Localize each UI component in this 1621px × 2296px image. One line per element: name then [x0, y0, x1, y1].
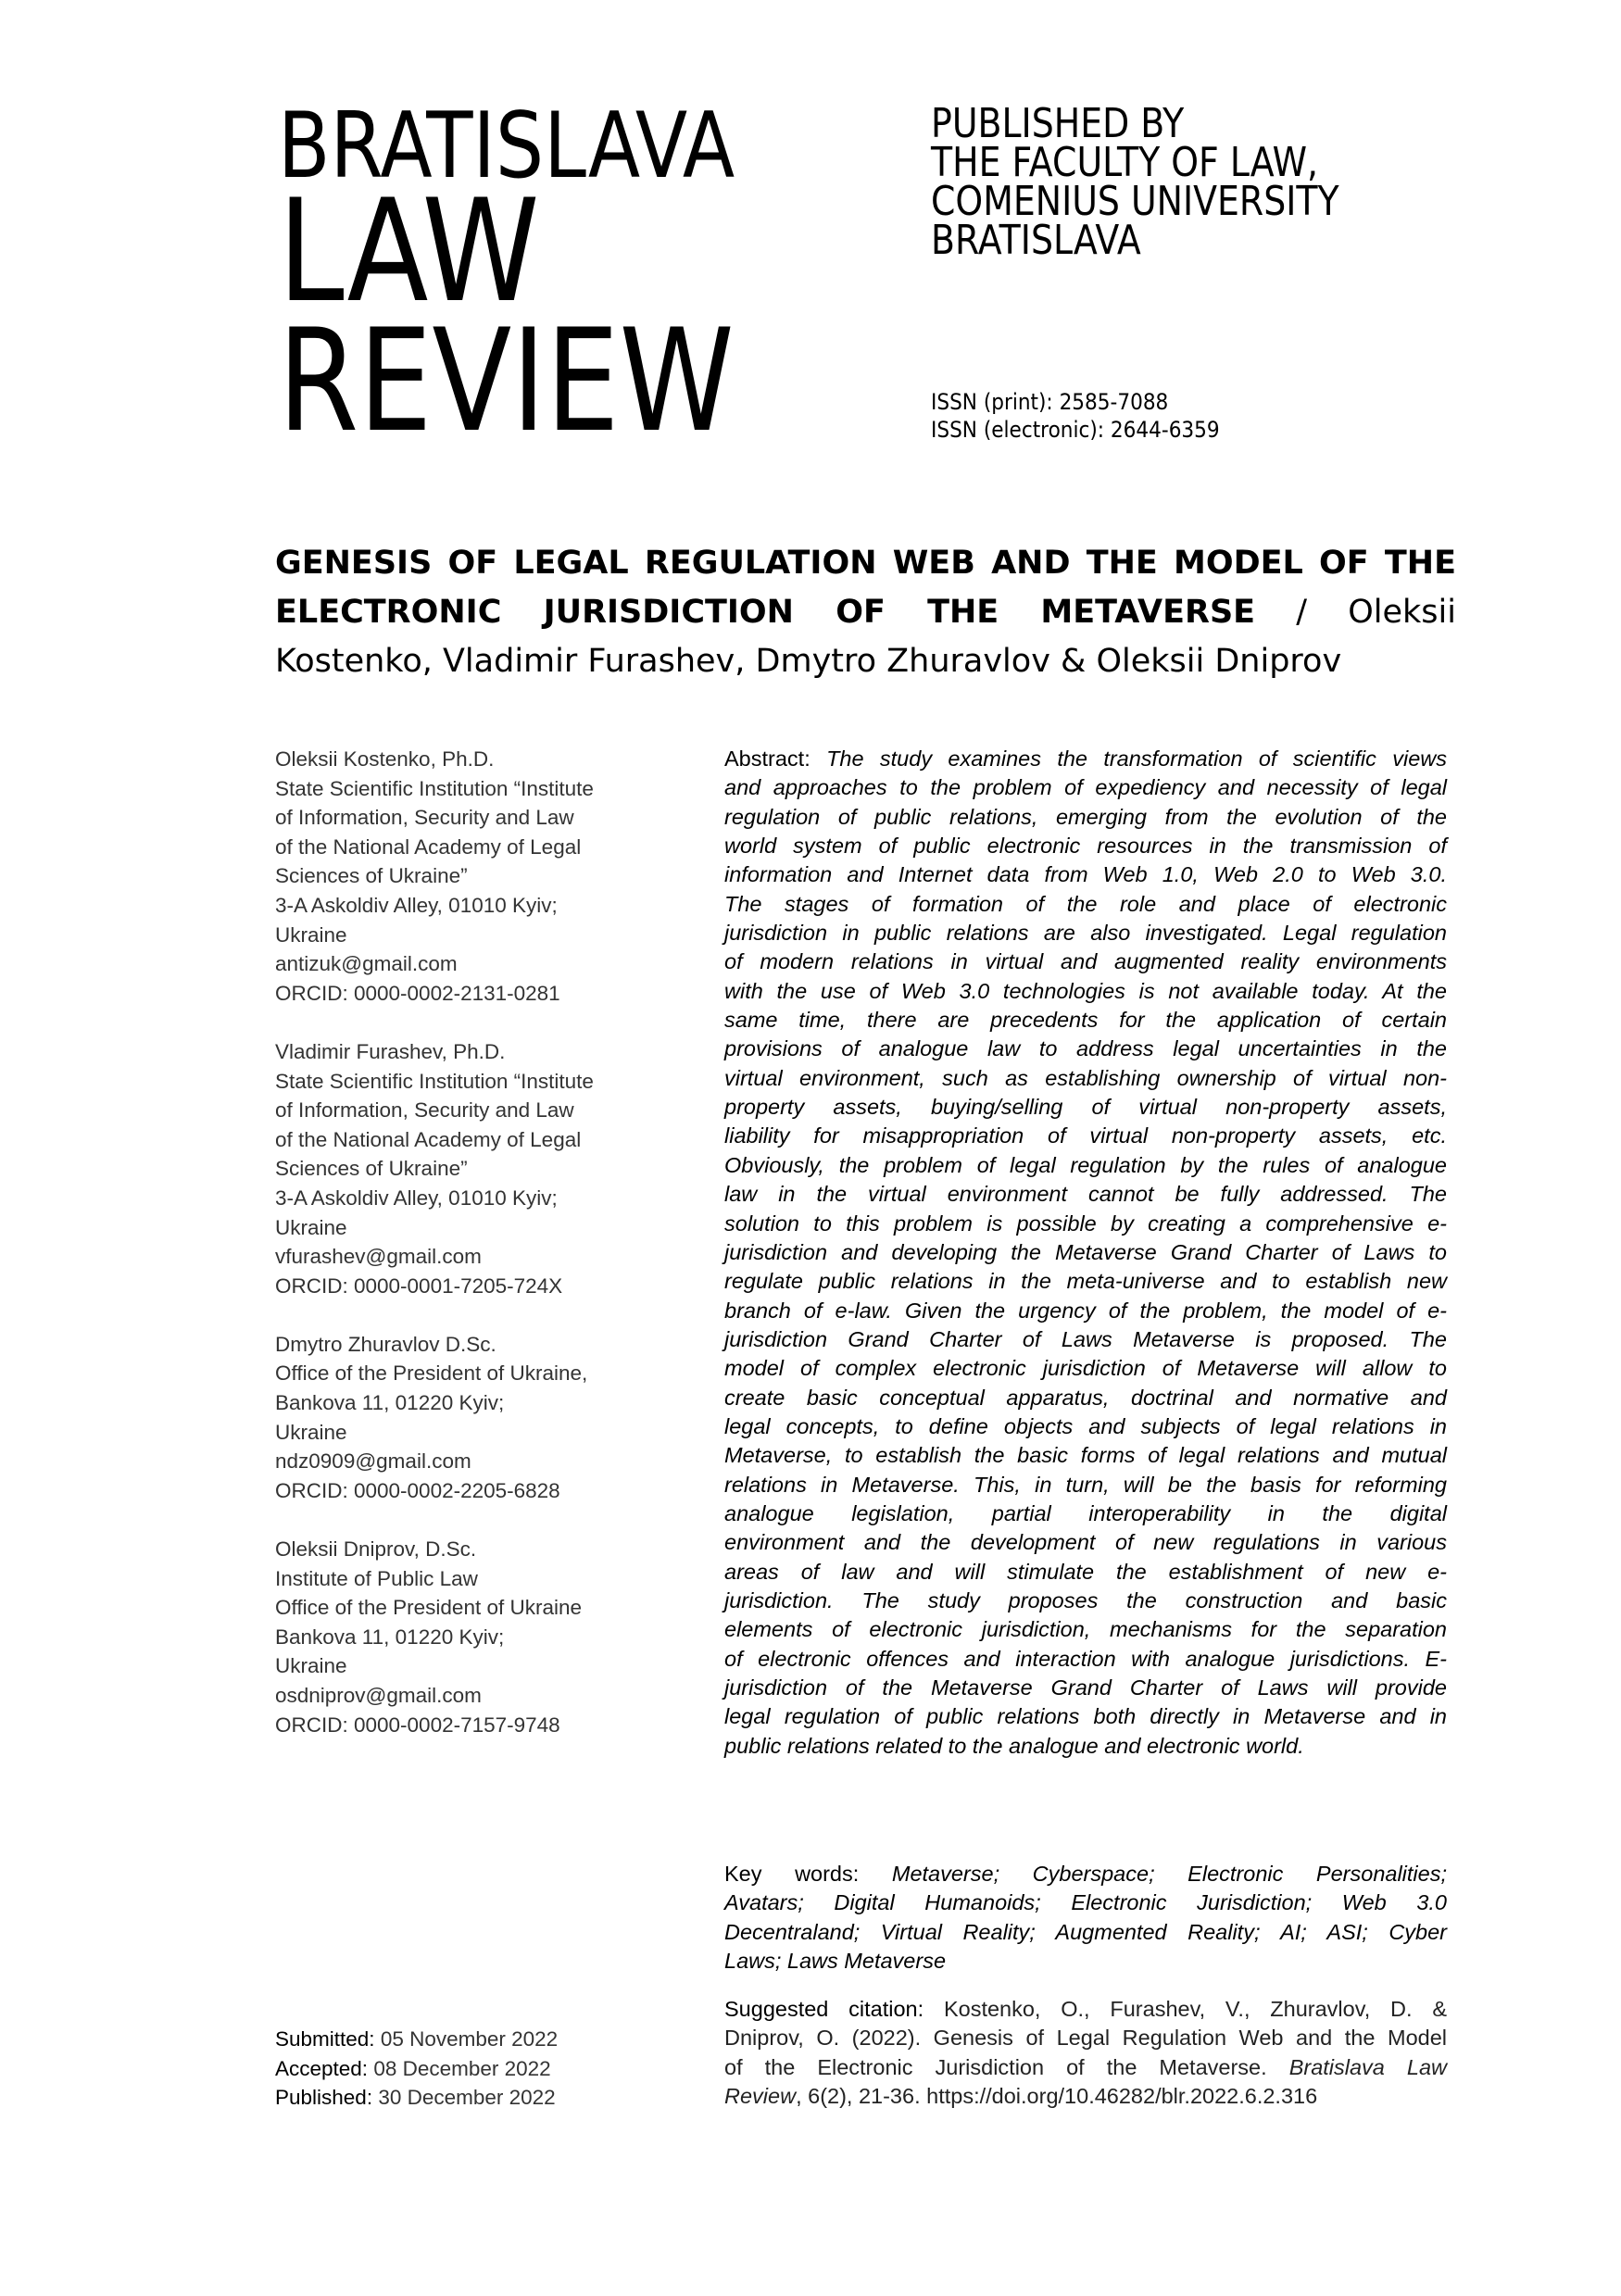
author-email: ndz0909@gmail.com [275, 1449, 471, 1474]
date-published [275, 2083, 558, 2113]
author-affiliation-line: of the National Academy of Legal [275, 834, 582, 859]
article-title-part: ELECTRONIC JURISDICTION OF THE METAVERSE [275, 594, 1256, 631]
abstract-text: branch of e-law. Given the urgency of the problem, the model of e- [724, 1298, 1447, 1323]
publisher-line: PUBLISHED BY [931, 100, 1185, 147]
abstract-text: property assets, buying/selling of virtual non-property assets, [724, 1095, 1447, 1120]
author-block [275, 745, 683, 1008]
abstract-line [724, 1354, 1447, 1383]
byline-part: / Oleksii [1255, 594, 1456, 631]
keywords-line [724, 1888, 1447, 1917]
abstract-text: world system of public electronic resources in the transmission of [724, 834, 1447, 859]
author-affiliation-line: of the National Academy of Legal [275, 1127, 582, 1151]
abstract-text: jurisdiction of the Metaverse Grand Charter of Laws will provide [724, 1675, 1447, 1700]
abstract-line [724, 745, 1447, 773]
author-affiliation-line: Bankova 11, 01220 Kyiv; [275, 1625, 505, 1649]
abstract-text: The study examines the transformation of scientific views [810, 747, 1447, 771]
author-block [275, 1535, 683, 1739]
abstract-line [724, 1558, 1447, 1587]
abstract-line [724, 1645, 1447, 1674]
publisher-line: THE FACULTY OF LAW, [931, 139, 1319, 186]
keywords-text: Metaverse; Cyberspace; Electronic Personalities; [859, 1862, 1447, 1886]
author-orcid: ORCID: 0000-0002-7157-9748 [275, 1713, 560, 1737]
abstract-line [724, 1587, 1447, 1615]
author-block [275, 1037, 683, 1300]
date-label: Accepted: [275, 2056, 369, 2080]
journal-name-line-1: BRATISLAVA [278, 94, 735, 199]
keywords-text: Laws; Laws Metaverse [724, 1949, 947, 1974]
abstract-line [724, 947, 1447, 976]
abstract-line [724, 919, 1447, 947]
abstract-line [724, 1035, 1447, 1063]
abstract-text: relations in Metaverse. This, in turn, will be the basis for reforming [724, 1472, 1447, 1497]
date-value: 05 November 2022 [374, 2027, 559, 2051]
abstract-line [724, 1412, 1447, 1441]
date-label: Published: [275, 2086, 373, 2110]
abstract-line [724, 1267, 1447, 1296]
author-name: Dmytro Zhuravlov D.Sc. [275, 1332, 496, 1356]
issn-print: ISSN (print): 2585-7088 [931, 389, 1169, 415]
byline-part: Kostenko, Vladimir Furashev, Dmytro Zhuravlov & Oleksii Dniprov [275, 643, 1342, 680]
abstract-line [724, 832, 1447, 860]
abstract-line [724, 1006, 1447, 1035]
author-email: antizuk@gmail.com [275, 952, 458, 976]
author-name: Vladimir Furashev, Ph.D. [275, 1039, 506, 1063]
abstract-line [724, 1702, 1447, 1731]
abstract-line [724, 1528, 1447, 1557]
suggested-citation [724, 1995, 1447, 2111]
keywords-text: Decentraland; Virtual Reality; Augmented Reality; AI; ASI; Cyber [724, 1919, 1447, 1944]
abstract-text: jurisdiction. The study proposes the construction and basic [724, 1587, 1447, 1612]
abstract-text: jurisdiction in public relations are also investigated. Legal regulation [724, 921, 1447, 946]
issn-electronic: ISSN (electronic): 2644-6359 [931, 417, 1220, 443]
abstract-line [724, 1210, 1447, 1238]
abstract-line [724, 1499, 1447, 1528]
journal-name-line-3: REVIEW [278, 299, 735, 464]
citation-line [724, 2082, 1447, 2111]
author-affiliation-line: State Scientific Institution “Institute [275, 776, 594, 800]
abstract-line [724, 977, 1447, 1006]
author-orcid: ORCID: 0000-0001-7205-724X [275, 1273, 563, 1298]
author-affiliation-line: Office of the President of Ukraine [275, 1596, 583, 1620]
author-affiliation-line: of Information, Security and Law [275, 806, 574, 830]
abstract-text: The stages of formation of the role and place of electronic [724, 891, 1447, 916]
abstract-text: jurisdiction and developing the Metaverse Grand Charter of Laws to [724, 1239, 1447, 1264]
author-name: Oleksii Kostenko, Ph.D. [275, 747, 495, 771]
keywords-line [724, 1918, 1447, 1947]
date-accepted [275, 2054, 558, 2084]
abstract-text: public relations related to the analogue and electronic world. [724, 1733, 1304, 1758]
abstract-line [724, 1441, 1447, 1470]
date-value: 08 December 2022 [368, 2056, 551, 2080]
abstract-text: create basic conceptual apparatus, doctrinal and normative and [724, 1385, 1447, 1410]
author-affiliation-line: Sciences of Ukraine” [275, 1157, 468, 1181]
abstract-text: legal regulation of public relations both directly in Metaverse and in [724, 1704, 1447, 1729]
author-affiliation-line: 3-A Askoldiv Alley, 01010 Kyiv; [275, 893, 558, 917]
abstract-text: same time, there are precedents for the application of certain [724, 1008, 1447, 1033]
abstract-line [724, 1238, 1447, 1267]
abstract-text: regulate public relations in the meta-universe and to establish new [724, 1269, 1447, 1294]
abstract-line [724, 1122, 1447, 1150]
author-affiliations [275, 745, 683, 1769]
abstract-text: legal concepts, to define objects and subjects of legal relations in [724, 1413, 1447, 1438]
keywords-line [724, 1860, 1447, 1888]
abstract-text: law in the virtual environment cannot be fully addressed. The [724, 1182, 1447, 1207]
abstract-line [724, 1615, 1447, 1644]
citation-text: of the Electronic Jurisdiction of the Metaverse. [724, 2054, 1289, 2079]
author-affiliation-line: Institute of Public Law [275, 1566, 478, 1590]
abstract-text: solution to this problem is possible by creating a comprehensive e- [724, 1211, 1447, 1236]
abstract-text: model of complex electronic jurisdiction of Metaverse will allow to [724, 1356, 1447, 1381]
abstract-line [724, 803, 1447, 832]
abstract-label: Abstract: [724, 747, 810, 771]
abstract-text: of electronic offences and interaction with analogue jurisdictions. E- [724, 1646, 1447, 1671]
abstract-line [724, 773, 1447, 802]
citation-doi: , 6(2), 21-36. https://doi.org/10.46282/blr.2022.6.2.316 [796, 2084, 1318, 2109]
author-affiliation-line: Bankova 11, 01220 Kyiv; [275, 1391, 505, 1415]
abstract-text: liability for misappropriation of virtual non-property assets, etc. [724, 1123, 1447, 1148]
title-line-3 [275, 637, 1456, 686]
date-submitted [275, 2025, 558, 2054]
journal-name-line-2: LAW [278, 169, 540, 334]
abstract-text: jurisdiction Grand Charter of Laws Metaverse is proposed. The [724, 1326, 1447, 1351]
abstract-line [724, 860, 1447, 889]
title-line-2 [275, 588, 1456, 637]
article-heading [275, 539, 1456, 686]
abstract-text: and approaches to the problem of expediency and necessity of legal [724, 775, 1447, 800]
abstract-text: Metaverse, to establish the basic forms of legal relations and mutual [724, 1443, 1447, 1468]
abstract-line [724, 1151, 1447, 1180]
abstract-line [724, 1732, 1447, 1761]
citation-journal: Review [724, 2084, 797, 2109]
author-affiliation-line: 3-A Askoldiv Alley, 01010 Kyiv; [275, 1186, 558, 1210]
publisher-info [931, 100, 1339, 264]
author-affiliation-line: Sciences of Ukraine” [275, 864, 468, 888]
author-orcid: ORCID: 0000-0002-2205-6828 [275, 1478, 560, 1502]
publisher-line: COMENIUS UNIVERSITY [931, 178, 1339, 225]
abstract-line [724, 1325, 1447, 1354]
abstract-text: areas of law and will stimulate the establishment of new e- [724, 1559, 1447, 1584]
abstract-text: regulation of public relations, emerging from the evolution of the [724, 804, 1447, 829]
author-email: vfurashev@gmail.com [275, 1245, 482, 1269]
author-affiliation-line: Ukraine [275, 1420, 347, 1444]
keywords [724, 1860, 1447, 1976]
abstract-line [724, 1093, 1447, 1122]
author-affiliation-line: Ukraine [275, 1215, 347, 1239]
author-email: osdniprov@gmail.com [275, 1684, 482, 1707]
abstract-text: environment and the development of new regulations in various [724, 1530, 1447, 1555]
citation-label: Suggested citation: [724, 1997, 924, 2021]
keywords-line [724, 1947, 1447, 1976]
abstract-line [724, 1471, 1447, 1499]
abstract-text: of modern relations in virtual and augmented reality environments [724, 949, 1447, 974]
abstract-line [724, 1674, 1447, 1702]
citation-text: Dniprov, O. (2022). Genesis of Legal Regulation Web and the Model [724, 2026, 1447, 2051]
publisher-line: BRATISLAVA [931, 217, 1141, 264]
author-orcid: ORCID: 0000-0002-2131-0281 [275, 981, 560, 1005]
abstract-text: provisions of analogue law to address legal uncertainties in the [724, 1036, 1447, 1061]
abstract-text: information and Internet data from Web 1.0, Web 2.0 to Web 3.0. [724, 862, 1447, 887]
issn-info [931, 388, 1220, 444]
citation-journal: Bratislava Law [1288, 2054, 1448, 2079]
abstract-text: Obviously, the problem of legal regulation by the rules of analogue [724, 1152, 1447, 1177]
title-line-1 [275, 539, 1456, 588]
author-affiliation-line: Ukraine [275, 922, 347, 947]
author-affiliation-line: Office of the President of Ukraine, [275, 1361, 588, 1386]
citation-line [724, 2024, 1447, 2052]
abstract-line [724, 890, 1447, 919]
abstract-line [724, 1297, 1447, 1325]
author-affiliation-line: of Information, Security and Law [275, 1098, 574, 1123]
date-value: 30 December 2022 [372, 2086, 556, 2110]
keywords-text: Avatars; Digital Humanoids; Electronic Jurisdiction; Web 3.0 [724, 1890, 1447, 1915]
article-title-part: GENESIS OF LEGAL REGULATION WEB AND THE MODEL OF THE [275, 545, 1456, 582]
keywords-label: Key words: [724, 1862, 860, 1886]
date-label: Submitted: [275, 2027, 375, 2051]
author-name: Oleksii Dniprov, D.Sc. [275, 1537, 477, 1562]
abstract-line [724, 1384, 1447, 1412]
author-affiliation-line: State Scientific Institution “Institute [275, 1069, 594, 1093]
citation-line [724, 1995, 1447, 2024]
citation-line [724, 2053, 1447, 2082]
abstract-text: analogue legislation, partial interoperability in the digital [724, 1500, 1447, 1525]
abstract-text: elements of electronic jurisdiction, mechanisms for the separation [724, 1617, 1447, 1642]
author-affiliation-line: Ukraine [275, 1654, 347, 1678]
abstract-text: virtual environment, such as establishing ownership of virtual non- [724, 1065, 1447, 1090]
abstract-line [724, 1180, 1447, 1209]
abstract [724, 745, 1447, 1761]
abstract-text: with the use of Web 3.0 technologies is not available today. At the [724, 978, 1447, 1003]
author-block [275, 1330, 683, 1506]
abstract-line [724, 1064, 1447, 1093]
publication-dates [275, 2025, 558, 2113]
citation-text: Kostenko, O., Furashev, V., Zhuravlov, D. & [924, 1997, 1447, 2021]
